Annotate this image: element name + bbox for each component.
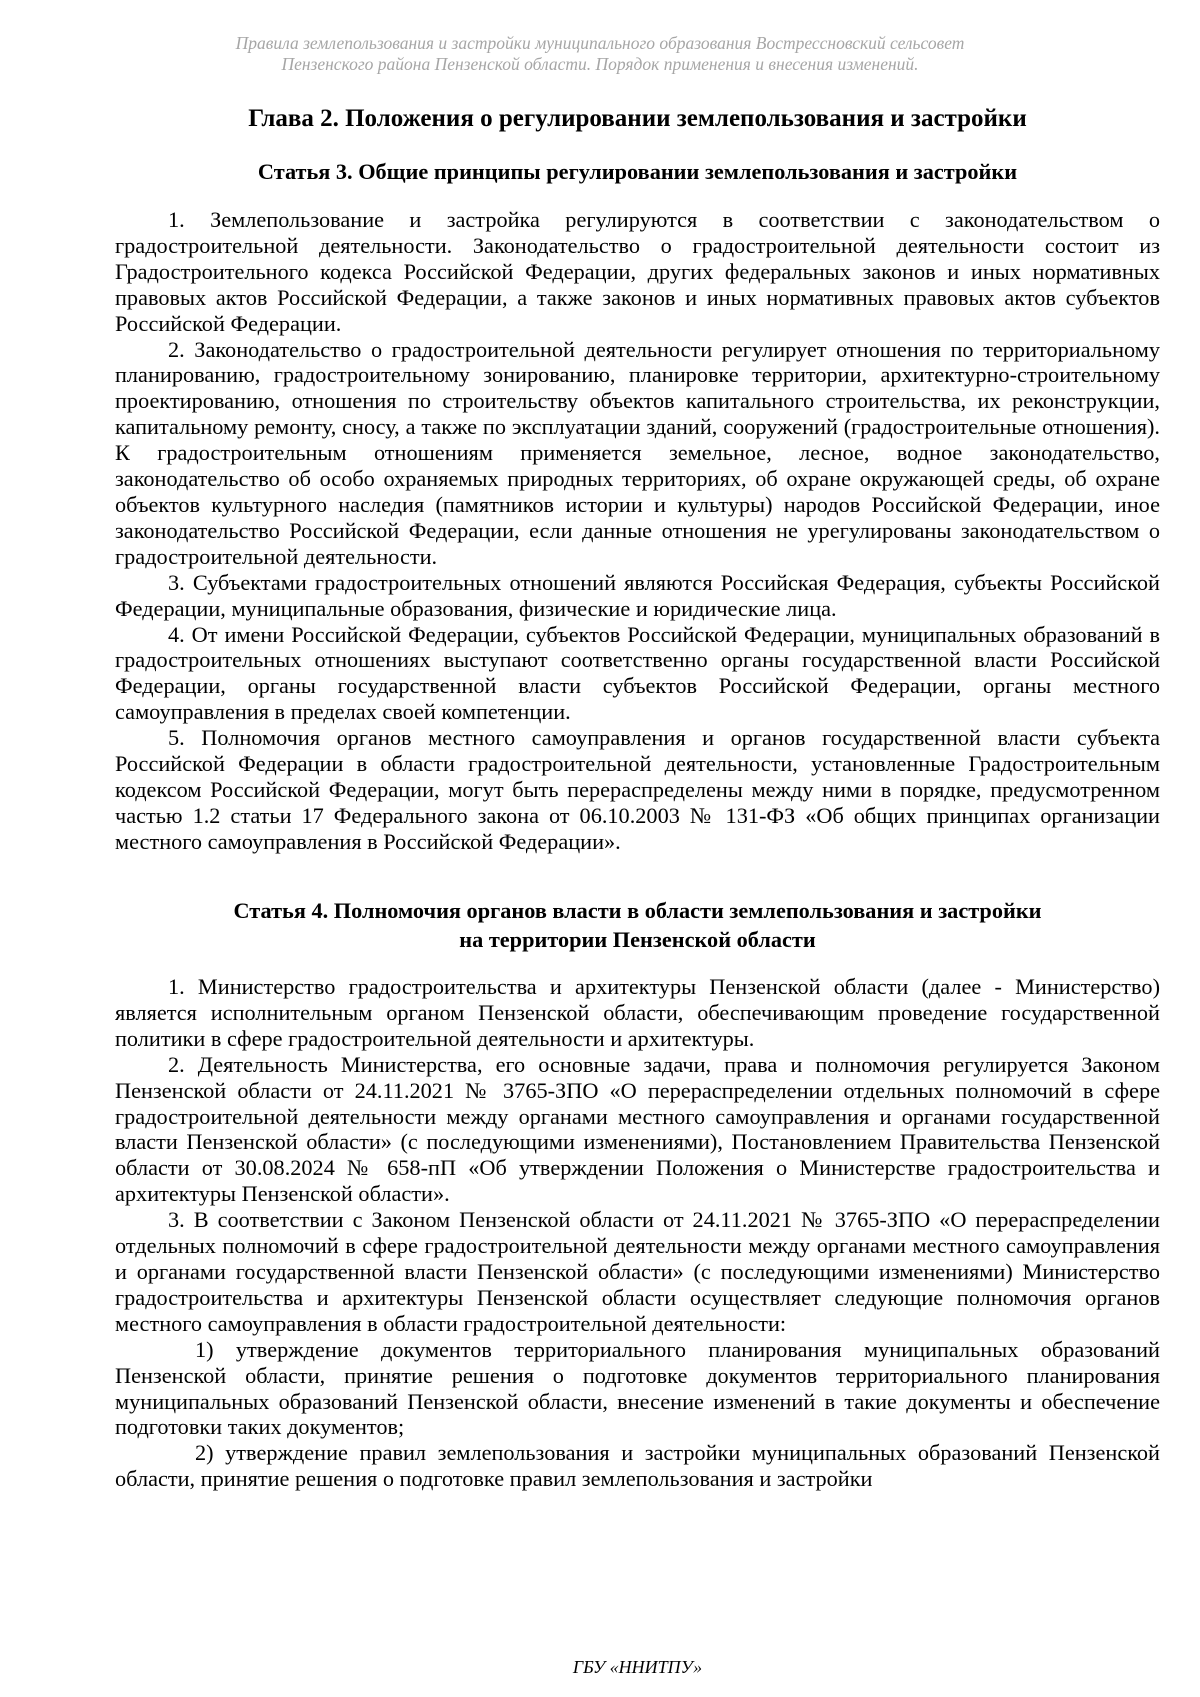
article-3-paragraph-3: 3. Субъектами градостроительных отношений являются Российская Федерация, субъекты Российской Федерации, муниципальные образования, физические и юридические лица. — [115, 569, 1160, 621]
running-header-line-1: Правила землепользования и застройки муниципального образования Вострессновский сельсовет — [235, 33, 965, 53]
chapter-title: Глава 2. Положения о регулировании землепользования и застройки — [248, 105, 1027, 132]
running-footer: ГБУ «ННИТПУ» — [572, 1657, 703, 1677]
article-4-body — [115, 974, 1160, 1492]
article-4-title-line-2: на территории Пензенской области — [459, 927, 816, 952]
article-3-paragraph-2: 2. Законодательство о градостроительной деятельности регулирует отношения по территориальному планированию, градостроительному зонированию, планировке территории, архитектурно-строительному проектированию, отношения по строительству объектов капитального строительства, их реконструкции, капитальному ремонту, сносу, а также по эксплуатации зданий, сооружений (градостроительные отношения). К градостроительным отношениям применяется земельное, лесное, водное законодательство, законодательство об особо охраняемых природных территориях, об охране окружающей среды, об охране объектов культурного наследия (памятников истории и культуры) народов Российской Федерации, иное законодательство Российской Федерации, если данные отношения не урегулированы законодательством о градостроительной деятельности. — [115, 336, 1160, 569]
article-4-subitem-2: 2) утверждение правил землепользования и застройки муниципальных образований Пензенской области, принятие решения о подготовке правил землепользования и застройки — [115, 1440, 1160, 1492]
article-3-paragraph-5: 5. Полномочия органов местного самоуправления и органов государственной власти субъекта Российской Федерации в области градостроительной деятельности, установленные Градостроительным кодексом Российской Федерации, могут быть перераспределены между ними в порядке, предусмотренном частью 1.2 статьи 17 Федерального закона от 06.10.2003 № 131-ФЗ «Об общих принципах организации местного самоуправления в Российской Федерации». — [115, 725, 1160, 854]
article-3-paragraph-1: 1. Землепользование и застройка регулируются в соответствии с законодательством о градостроительной деятельности. Законодательство о градостроительной деятельности состоит из Градостроительного кодекса Российской Федерации, других федеральных законов и иных нормативных правовых актов Российской Федерации, а также законов и иных нормативных правовых актов субъектов Российской Федерации. — [115, 207, 1160, 336]
article-4-paragraph-2: 2. Деятельность Министерства, его основные задачи, права и полномочия регулируется Законом Пензенской области от 24.11.2021 № 3765-ЗПО «О перераспределении отдельных полномочий в сфере градостроительной деятельности между органами местного самоуправления и органами государственной власти Пензенской области» (с последующими изменениями), Постановлением Правительства Пензенской области от 30.08.2024 № 658-пП «Об утверждении Положения о Министерстве градостроительства и архитектуры Пензенской области». — [115, 1051, 1160, 1207]
article-4-paragraph-3: 3. В соответствии с Законом Пензенской области от 24.11.2021 № 3765-ЗПО «О перераспределении отдельных полномочий в сфере градостроительной деятельности между органами местного самоуправления и органами государственной власти Пензенской области» (с последующими изменениями) Министерство градостроительства и архитектуры Пензенской области осуществляет следующие полномочия органов местного самоуправления в области градостроительной деятельности: — [115, 1207, 1160, 1336]
running-header-line-2: Пензенского района Пензенской области. Порядок применения и внесения изменений. — [281, 54, 919, 74]
running-header — [150, 33, 1050, 75]
article-3-body — [115, 207, 1160, 855]
article-4-title-line-1: Статья 4. Полномочия органов власти в области землепользования и застройки — [233, 898, 1042, 923]
article-3-paragraph-4: 4. От имени Российской Федерации, субъектов Российской Федерации, муниципальных образований в градостроительных отношениях выступают соответственно органы государственной власти Российской Федерации, органы государственной власти субъектов Российской Федерации, органы местного самоуправления в пределах своей компетенции. — [115, 621, 1160, 725]
article-4-paragraph-1: 1. Министерство градостроительства и архитектуры Пензенской области (далее - Министерство) является исполнительным органом Пензенской области, обеспечивающим проведение государственной политики в сфере градостроительной деятельности и архитектуры. — [115, 974, 1160, 1051]
article-4-title — [115, 896, 1160, 954]
article-3-title: Статья 3. Общие принципы регулировании землепользования и застройки — [257, 159, 1018, 184]
article-4-subitem-1: 1) утверждение документов территориального планирования муниципальных образований Пензенской области, принятие решения о подготовке документов территориального планирования муниципальных образований Пензенской области, внесение изменений в такие документы и обеспечение подготовки таких документов; — [115, 1336, 1160, 1440]
